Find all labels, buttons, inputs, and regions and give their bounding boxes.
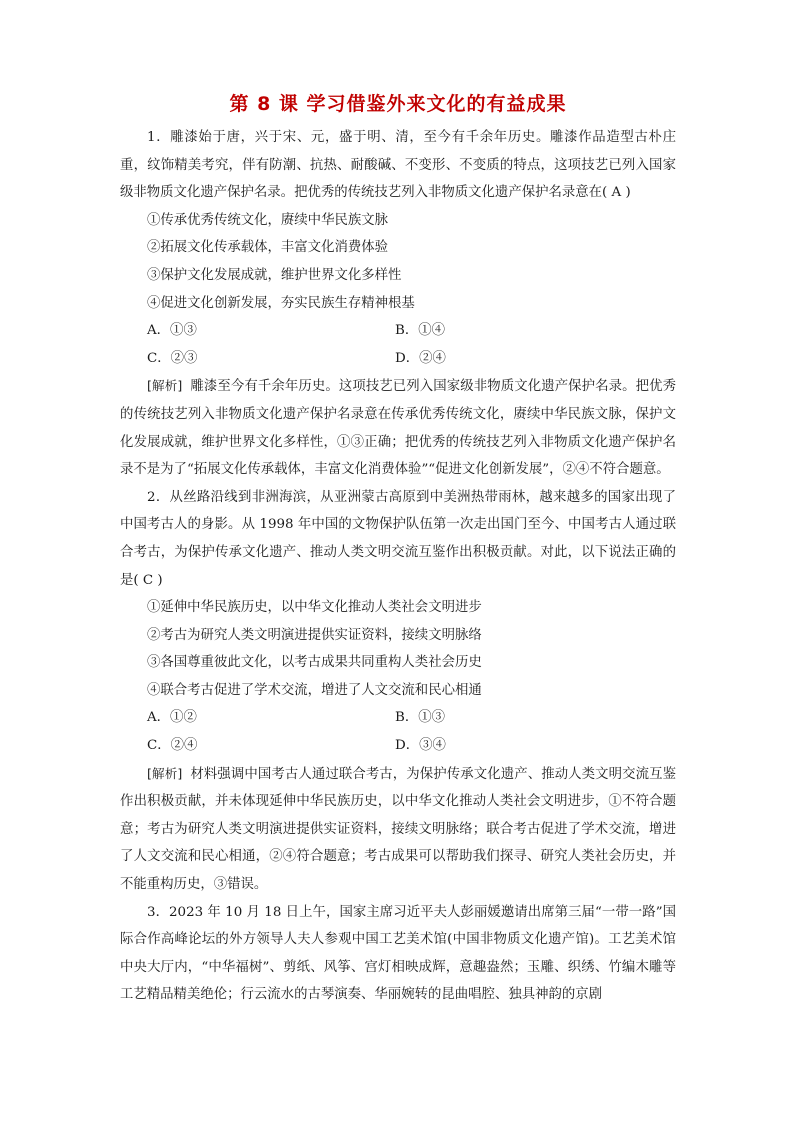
question-1-choice-c: C．②③ [147,350,198,366]
question-2-stem: 2．从丝路沿线到非洲海滨，从亚洲蒙古高原到中美洲热带雨林，越来越多的国家出现了中国考古人的身影。从 1998 年中国的文物保护队伍第一次走出国门至今、中国考古人通过联合考古，为保护传承文化遗产、推动人类文明交流互鉴作出积极贡献。对此，以下说法正确的是( C ) [120,489,676,588]
question-2-choices-row-1 [120,704,676,732]
question-1-analysis [120,372,676,483]
question-1-choices-row-1 [120,317,676,345]
question-1-item-3: ③保护文化发展成就，维护世界文化多样性 [147,267,402,283]
question-1-choice-b: B．①④ [395,323,446,339]
question-2-item-1: ①延伸中华民族历史，以中华文化推动人类社会文明进步 [147,600,482,616]
question-1-item-2: ②拓展文化传承载体，丰富文化消费体验 [147,240,389,256]
question-2-analysis-tag: [解析] [147,765,183,781]
question-1-item-1: ①传承优秀传统文化，赓续中华民族文脉 [147,212,389,228]
question-2-choice-a: A．①② [147,710,197,726]
question-2-item-2: ②考古为研究人类文明演进提供实证资料，接续文明脉络 [147,627,482,643]
question-2-analysis-text: 材料强调中国考古人通过联合考古，为保护传承文化遗产、推动人类文明交流互鉴作出积极贡献，并未体现延伸中华民族历史，以中华文化推动人类社会文明进步，①不符合题意；考古为研究人类文明演进提供实证资料，接续文明脉络；联合考古促进了学术交流，增进了人文交流和民心相通，②④符合题意；考古成果可以帮助我们探寻、研究人类社会历史，并不能重构历史，③错误。 [120,766,677,893]
question-2-choice-d: D．③④ [395,738,446,754]
question-1-analysis-tag: [解析] [147,378,183,394]
question-2-choices-row-2 [120,732,676,760]
question-1-choice-d: D．②④ [395,350,446,366]
question-2-choice-b: B．①③ [395,710,446,726]
question-1-stem: 1．雕漆始于唐，兴于宋、元，盛于明、清，至今有千余年历史。雕漆作品造型古朴庄重，纹饰精美考究，伴有防潮、抗热、耐酸碱、不变形、不变质的特点，这项技艺已列入国家级非物质文化遗产保护名录。把优秀的传统技艺列入非物质文化遗产保护名录意在( A ) [120,130,676,201]
question-2-item-4: ④联合考古促进了学术交流，增进了人文交流和民心相通 [147,682,482,698]
question-1-analysis-text: 雕漆至今有千余年历史。这项技艺已列入国家级非物质文化遗产保护名录。把优秀的传统技艺列入非物质文化遗产保护名录意在传承优秀传统文化，赓续中华民族文脉，保护文化发展成就，维护世界文化多样性，①③正确；把优秀的传统技艺列入非物质文化遗产保护名录不是为了“拓展文化传承载体，丰富文化消费体验”“促进文化创新发展”，②④不符合题意。 [120,379,677,478]
question-1-choices-row-2 [120,345,676,373]
question-3-stem: 3．2023 年 10 月 18 日上午，国家主席习近平夫人彭丽媛邀请出席第三届“一带一路”国际合作高峰论坛的外方领导人夫人参观中国工艺美术馆(中国非物质文化遗产馆)。工艺美术馆中央大厅内，“中华福树”、剪纸、风筝、宫灯相映成辉，意趣盎然；玉雕、织绣、竹编木雕等工艺精品精美绝伦；行云流水的古琴演奏、华丽婉转的昆曲唱腔、独具神韵的京剧 [120,904,676,1003]
question-2-choice-c: C．②④ [147,738,198,754]
question-2-item-3: ③各国尊重彼此文化，以考古成果共同重构人类社会历史 [147,655,482,671]
page-title: 第 8 课 学习借鉴外来文化的有益成果 [229,93,567,115]
question-1-item-4: ④促进文化创新发展，夯实民族生存精神根基 [147,295,415,311]
document-page [120,92,676,1009]
question-1-choice-a: A．①③ [147,323,197,339]
question-2-analysis [120,760,676,899]
